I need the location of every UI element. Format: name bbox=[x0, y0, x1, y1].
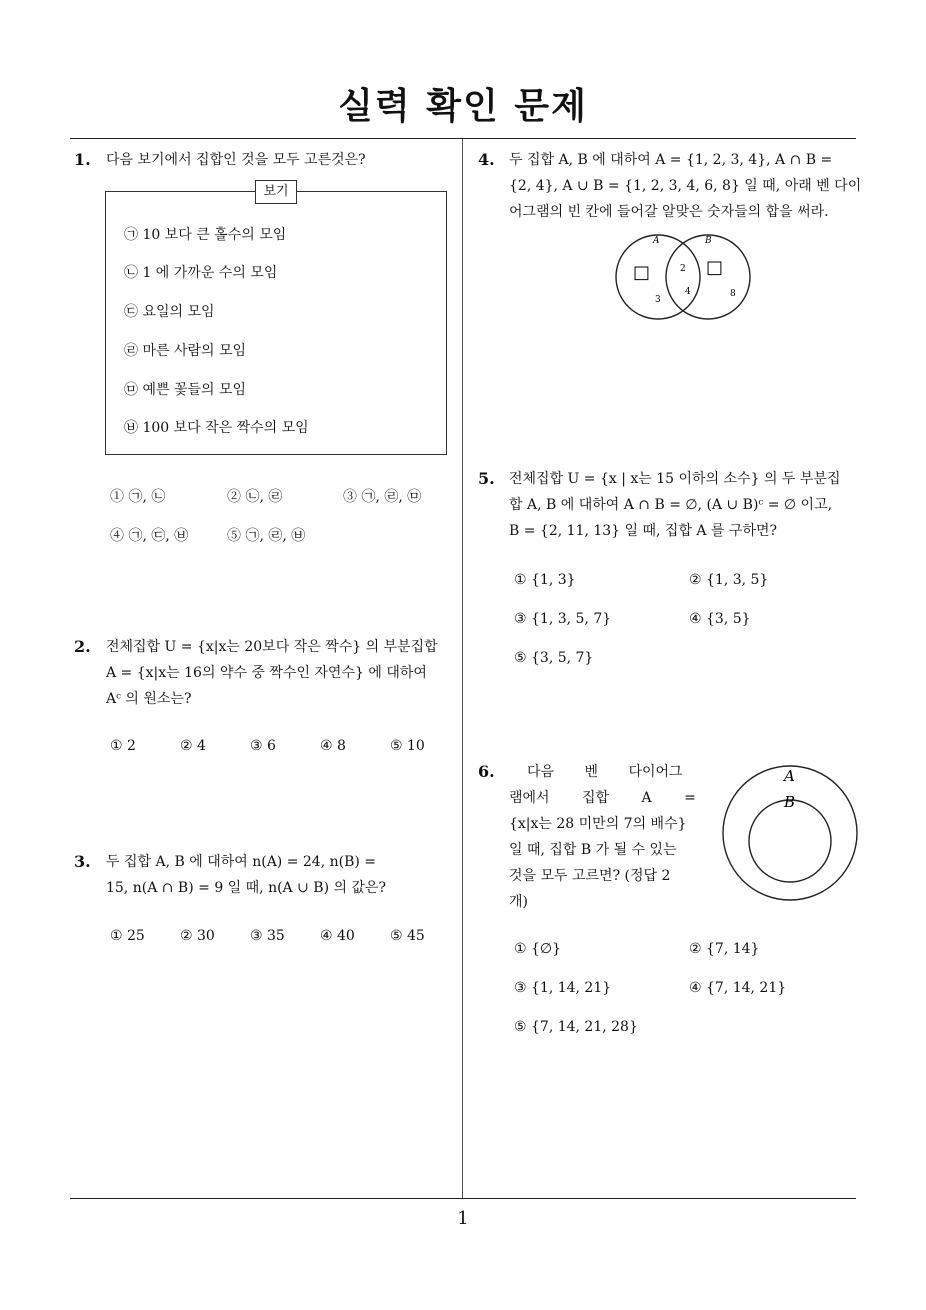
page-number: 1 bbox=[457, 1208, 469, 1229]
q3-option-5[interactable]: ⑤ 45 bbox=[390, 928, 425, 944]
q3-option-3[interactable]: ③ 35 bbox=[250, 928, 285, 944]
question-3-number: 3. bbox=[74, 852, 91, 871]
question-6-line-4: 일 때, 집합 B 가 될 수 있는 bbox=[509, 842, 677, 858]
q6-option-4[interactable]: ④ {7, 14, 21} bbox=[689, 980, 787, 996]
question-5-line-2: 합 A, B 에 대하여 A ∩ B = ∅, (A ∪ B)ᶜ = ∅ 이고, bbox=[509, 497, 833, 513]
bogi-item: ㉣ 마른 사람의 모임 bbox=[124, 343, 247, 359]
q1-option-4[interactable]: ④ ㉠, ㉢, ㉥ bbox=[110, 528, 189, 544]
venn-number: 3 bbox=[655, 295, 661, 305]
question-1-text: 다음 보기에서 집합인 것을 모두 고른것은? bbox=[106, 152, 366, 168]
question-2-line-3: Aᶜ 의 원소는? bbox=[106, 691, 192, 707]
q5-option-3[interactable]: ③ {1, 3, 5, 7} bbox=[514, 611, 612, 627]
q6-option-3[interactable]: ③ {1, 14, 21} bbox=[514, 980, 612, 996]
venn-label-a: A bbox=[784, 767, 795, 785]
question-4-line-1: 두 집합 A, B 에 대하여 A = {1, 2, 3, 4}, A ∩ B = bbox=[509, 152, 833, 168]
q2-option-2[interactable]: ② 4 bbox=[180, 738, 206, 754]
q2-option-5[interactable]: ⑤ 10 bbox=[390, 738, 425, 754]
q5-option-1[interactable]: ① {1, 3} bbox=[514, 572, 576, 588]
venn-number: 4 bbox=[685, 287, 691, 297]
bogi-item: ㉥ 100 보다 작은 짝수의 모임 bbox=[124, 420, 309, 436]
question-2-number: 2. bbox=[74, 637, 91, 656]
venn-blank-box-a: □ bbox=[633, 262, 651, 283]
q3-option-4[interactable]: ④ 40 bbox=[320, 928, 355, 944]
venn-inner-circle-b bbox=[749, 800, 831, 882]
question-4-number: 4. bbox=[478, 150, 495, 169]
q5-option-5[interactable]: ⑤ {3, 5, 7} bbox=[514, 650, 594, 666]
venn-label-a: A bbox=[653, 236, 660, 246]
q2-option-1[interactable]: ① 2 bbox=[110, 738, 136, 754]
top-rule bbox=[70, 138, 856, 139]
q6-option-2[interactable]: ② {7, 14} bbox=[689, 941, 760, 957]
venn-label-b: B bbox=[705, 236, 712, 246]
q2-option-3[interactable]: ③ 6 bbox=[250, 738, 276, 754]
question-5-line-1: 전체집합 U = {x | x는 15 이하의 소수} 의 두 부분집 bbox=[509, 471, 841, 487]
q1-option-2[interactable]: ② ㉡, ㉣ bbox=[227, 489, 283, 505]
question-4-line-3: 어그램의 빈 칸에 들어갈 알맞은 숫자들의 합을 써라. bbox=[509, 204, 829, 220]
question-5-number: 5. bbox=[478, 469, 495, 488]
question-3-line-2: 15, n(A ∩ B) = 9 일 때, n(A ∪ B) 의 값은? bbox=[106, 880, 387, 896]
q4-venn-diagram bbox=[605, 232, 760, 327]
bottom-rule bbox=[70, 1198, 856, 1199]
venn-outer-circle-a bbox=[723, 766, 857, 900]
page-title: 실력 확인 문제 bbox=[338, 86, 588, 127]
question-6-line-5: 것을 모두 고르면? (정답 2 bbox=[509, 868, 671, 884]
question-6-line-1: 다음 벤 다이어그 bbox=[527, 764, 683, 780]
venn-number: 8 bbox=[730, 289, 736, 299]
venn-circle-a bbox=[616, 235, 700, 319]
question-6-line-3: {x|x는 28 미만의 7의 배수} bbox=[509, 816, 687, 832]
bogi-item: ㉤ 예쁜 꽃들의 모임 bbox=[124, 382, 247, 398]
question-5-line-3: B = {2, 11, 13} 일 때, 집합 A 를 구하면? bbox=[509, 523, 778, 539]
bogi-label: 보기 bbox=[255, 180, 297, 204]
q5-option-4[interactable]: ④ {3, 5} bbox=[689, 611, 751, 627]
venn-number: 2 bbox=[680, 264, 686, 274]
question-6-number: 6. bbox=[478, 762, 495, 781]
q1-option-3[interactable]: ③ ㉠, ㉣, ㉤ bbox=[343, 489, 422, 505]
q3-option-2[interactable]: ② 30 bbox=[180, 928, 215, 944]
venn-blank-box-b: □ bbox=[706, 257, 724, 278]
bogi-item: ㉡ 1 에 가까운 수의 모임 bbox=[124, 265, 278, 281]
venn-label-b: B bbox=[784, 793, 796, 811]
q3-option-1[interactable]: ① 25 bbox=[110, 928, 145, 944]
question-6-line-2: 램에서 집합 A = bbox=[509, 790, 696, 806]
q1-option-1[interactable]: ① ㉠, ㉡ bbox=[110, 489, 166, 505]
q1-option-5[interactable]: ⑤ ㉠, ㉣, ㉥ bbox=[227, 528, 306, 544]
q5-option-2[interactable]: ② {1, 3, 5} bbox=[689, 572, 769, 588]
q6-option-1[interactable]: ① {∅} bbox=[514, 941, 562, 957]
question-2-line-1: 전체집합 U = {x|x는 20보다 작은 짝수} 의 부분집합 bbox=[106, 639, 438, 655]
q6-venn-diagram bbox=[720, 760, 865, 905]
column-divider bbox=[462, 139, 463, 1198]
question-6-line-6: 개) bbox=[509, 894, 528, 910]
question-2-line-2: A = {x|x는 16의 약수 중 짝수인 자연수} 에 대하여 bbox=[106, 665, 427, 681]
bogi-item: ㉠ 10 보다 큰 홀수의 모임 bbox=[124, 227, 287, 243]
q6-option-5[interactable]: ⑤ {7, 14, 21, 28} bbox=[514, 1019, 638, 1035]
question-4-line-2: {2, 4}, A ∪ B = {1, 2, 3, 4, 6, 8} 일 때, 아래 벤 다이 bbox=[509, 178, 862, 194]
q2-option-4[interactable]: ④ 8 bbox=[320, 738, 346, 754]
question-3-line-1: 두 집합 A, B 에 대하여 n(A) = 24, n(B) = bbox=[106, 854, 377, 870]
question-1-number: 1. bbox=[74, 150, 91, 169]
bogi-item: ㉢ 요일의 모임 bbox=[124, 304, 215, 320]
